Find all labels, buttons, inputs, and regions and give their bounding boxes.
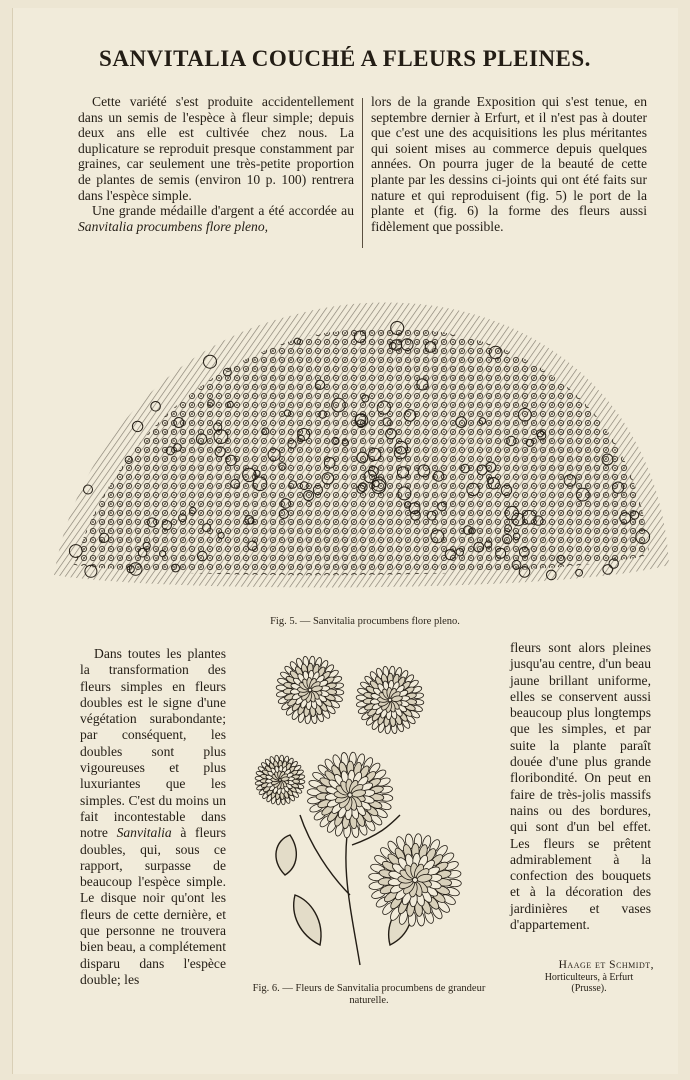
intro-paragraph-3: lors de la grande Exposition qui s'est tenue, en septembre dernier à Erfurt, et il n'est pas à douter que c'est une des acquisitions les plus méritantes qui soient mises au commerce depuis quelques années. On pourra juger de la beauté de cette plante par les dessins ci-joints qui ont été faits sur nature et qui reproduisent (fig. 5) le port de la plante et (fig. 6) la forme des fleurs aussi fidèlement que possible.: [371, 94, 647, 234]
intro-right-column: [371, 94, 647, 234]
body-right-paragraph: fleurs sont alors pleines jusqu'au centre, d'un beau jaune brillant uniforme, elles se conservent aussi beaucoup plus longtemps que les simples, et par suite la plante paraît douée d'une plus grande floribondité. On peut en faire de très-jolis massifs nains ou des bordures, qui sont d'un bel effet. Les fleurs se prêtent admirablement à la confection des bouquets et à la décoration des jardinières et vases d'appartement.: [510, 640, 651, 933]
body-left-text-2: à fleurs doubles, qui, sous ce rapport, surpasse de beaucoup l'espèce simple. Le disque noir qu'ont les fleurs de cette dernière, et que personne ne trouvera bien beau, a complétement disparu dans l'espèce double; les: [80, 825, 226, 987]
signature-line-2: (Prusse).: [571, 983, 607, 994]
intro-paragraph-2: [78, 203, 354, 234]
body-left-paragraph: [80, 646, 226, 988]
double-flower-head: [307, 752, 393, 838]
intro-paragraph-1: Cette variété s'est produite accidentellement dans un semis de l'espèce à fleur simple; depuis deux ans elle est cultivée chez nous. La duplicature se reproduit presque constamment par graines, car seulement une très-petite proportion de plantes de semis (environ 10 p. 100) rentrera dans l'espèce simple.: [78, 94, 354, 203]
fig6-caption: Fig. 6. — Fleurs de Sanvitalia procumbens de grandeur naturelle.: [252, 983, 486, 1006]
fig5-plant-illustration: [44, 275, 674, 610]
fig6-flowers-illustration: [240, 645, 502, 980]
double-flower-head: [368, 833, 461, 926]
intro-left-column: [78, 94, 354, 234]
double-flower-head: [276, 656, 344, 724]
article-title: SANVITALIA COUCHÉ A FLEURS PLEINES.: [99, 46, 591, 71]
body-left-text-1: Dans toutes les plantes la transformation des fleurs simples en fleurs doubles est le signe d'une végétation surabondante; par conséquent, les doubles sont plus vigoureuses et plus luxuriantes que les simples. C'est du moins un fait incontestable dans notre: [80, 646, 226, 841]
signature-line-1: Horticulteurs, à Erfurt: [544, 971, 634, 983]
body-left-column: [80, 646, 226, 988]
double-flower-head: [255, 755, 305, 805]
column-divider: [362, 98, 363, 248]
plant-name-italic: Sanvitalia procumbens flore pleno,: [78, 218, 269, 234]
fig5-caption: Fig. 5. — Sanvitalia procumbens flore pleno.: [270, 616, 460, 627]
intro-paragraph-2-text: Une grande médaille d'argent a été accordée au: [92, 203, 354, 219]
plant-name-italic-2: Sanvitalia: [116, 825, 172, 841]
body-right-column: [510, 640, 651, 933]
signature-name: Haage et Schmidt,: [558, 959, 654, 971]
double-flower-head: [356, 666, 424, 734]
signature: [524, 960, 654, 995]
